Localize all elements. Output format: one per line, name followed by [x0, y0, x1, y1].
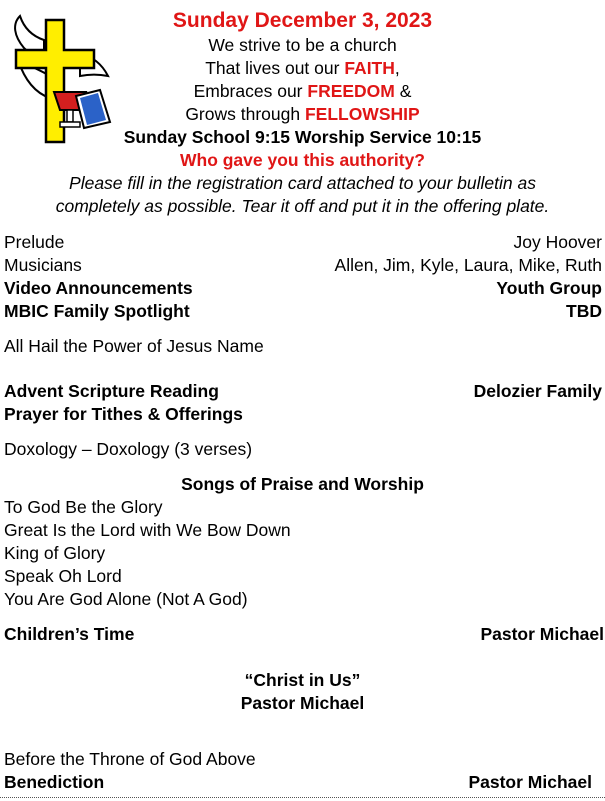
advent-reading-label: Advent Scripture Reading — [4, 381, 219, 401]
childrens-time-label: Children’s Time — [4, 624, 135, 644]
registration-note-line-1: Please fill in the registration card attached to your bulletin as — [69, 173, 536, 193]
song-item: Great Is the Lord with We Bow Down — [4, 520, 291, 540]
songs-heading: Songs of Praise and Worship — [181, 474, 424, 494]
registration-note-line-2: completely as possible. Tear it off and put it in the offering plate. — [55, 196, 550, 216]
freedom-word: FREEDOM — [307, 81, 395, 101]
song-item: You Are God Alone (Not A God) — [4, 589, 248, 609]
offering-prayer: Prayer for Tithes & Offerings — [4, 404, 243, 424]
faith-word: FAITH — [344, 58, 395, 78]
family-spotlight-value: TBD — [566, 301, 602, 321]
mission-line-3: Embraces our FREEDOM & — [193, 81, 412, 101]
fellowship-word: FELLOWSHIP — [304, 104, 420, 124]
mission-line-4: Grows through FELLOWSHIP — [185, 104, 420, 124]
bulletin-date: Sunday December 3, 2023 — [172, 9, 433, 32]
video-announcements-value: Youth Group — [496, 278, 602, 298]
mission-line-1: We strive to be a church — [208, 35, 397, 55]
closing-hymn: Before the Throne of God Above — [4, 749, 256, 769]
song-item: Speak Oh Lord — [4, 566, 122, 586]
prelude-value: Joy Hoover — [513, 232, 602, 252]
childrens-time-row — [4, 624, 604, 645]
song-item: King of Glory — [4, 543, 106, 563]
video-announcements-label: Video Announcements — [4, 278, 193, 298]
musicians-value: Allen, Jim, Kyle, Laura, Mike, Ruth — [334, 255, 602, 275]
mission-line-2: That lives out our FAITH, — [205, 58, 400, 78]
service-schedule: Sunday School 9:15 Worship Service 10:15 — [123, 127, 482, 147]
sermon-title: “Christ in Us” — [244, 670, 361, 690]
benediction-label: Benediction — [4, 772, 105, 792]
sermon-speaker: Pastor Michael — [240, 693, 365, 713]
family-spotlight-row — [4, 301, 602, 322]
sermon-theme: Who gave you this authority? — [179, 150, 425, 170]
opening-hymn: All Hail the Power of Jesus Name — [4, 336, 264, 356]
benediction-row — [4, 772, 592, 793]
prelude-row — [4, 232, 602, 253]
musicians-label: Musicians — [4, 255, 82, 275]
video-announcements-row — [4, 278, 602, 299]
advent-reading-row — [4, 381, 602, 402]
musicians-row — [4, 255, 602, 276]
childrens-time-value: Pastor Michael — [480, 624, 604, 644]
advent-reading-value: Delozier Family — [473, 381, 602, 401]
page-divider — [0, 797, 605, 798]
prelude-label: Prelude — [4, 232, 65, 252]
family-spotlight-label: MBIC Family Spotlight — [4, 301, 190, 321]
song-item: To God Be the Glory — [4, 497, 163, 517]
doxology: Doxology – Doxology (3 verses) — [4, 439, 253, 459]
benediction-value: Pastor Michael — [468, 772, 592, 792]
